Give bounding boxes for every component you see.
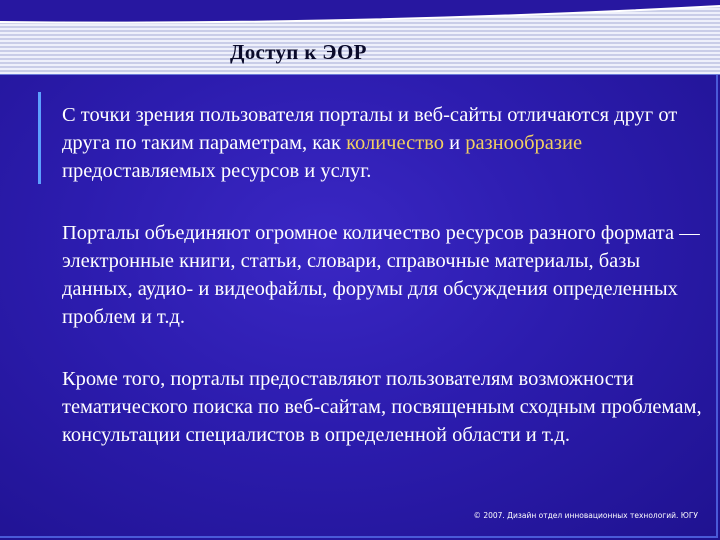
paragraph-1-text-b: и xyxy=(443,132,466,154)
paragraph-1-text-a: С точки зрения пользователя порталы и веб-сайты отличаются друг от друга по таким параметрам, как xyxy=(62,104,678,154)
paragraph-1 xyxy=(62,101,712,185)
highlight-quantity: количество xyxy=(346,132,444,154)
footer-copyright: © 2007. Дизайн отдел инновационных технологий. ЮГУ xyxy=(473,511,698,520)
paragraph-2: Порталы объединяют огромное количество ресурсов разного формата — электронные книги, статьи, словари, справочные материалы, базы данных, аудио- и видеофайлы, форумы для обсуждения определенных проблем и т.д. xyxy=(62,222,700,328)
paragraph-3: Кроме того, порталы предоставляют пользователям возможности тематического поиска по веб-сайтам, посвященным сходным проблемам, консультации специалистов в определенной области и т.д. xyxy=(62,368,702,446)
slide-content xyxy=(62,101,712,449)
paragraph-1-text-c: предоставляемых ресурсов и услуг. xyxy=(62,160,372,182)
slide-title: Доступ к ЭОР xyxy=(230,40,367,64)
left-accent-bar xyxy=(38,92,41,184)
highlight-diversity: разнообразие xyxy=(465,132,583,154)
